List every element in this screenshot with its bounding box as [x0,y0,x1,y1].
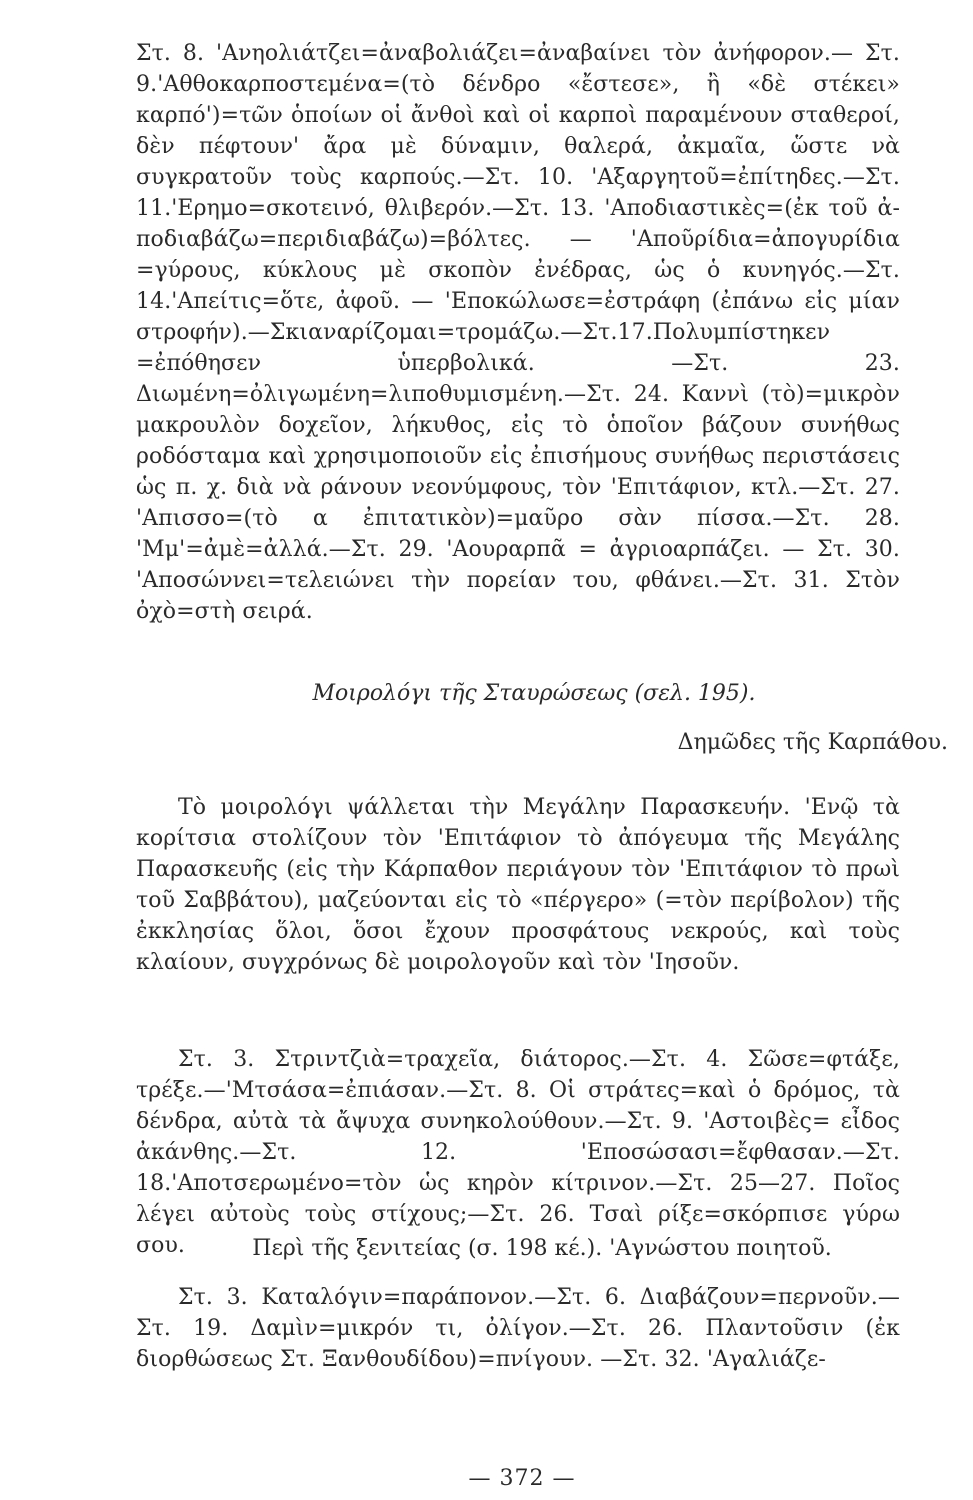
section-subheading: Δημῶδες τῆς Καρπάθου. [677,730,948,755]
section-heading: Περὶ τῆς ξενιτείας (σ. 198 κέ.). 'Αγνώστου ποιητοῦ. [252,1236,832,1261]
notes-block-3 [136,1282,900,1375]
section-heading: Μοιρολόγι τῆς Σταυρώσεως (σελ. 195). [312,681,756,706]
notes-paragraph: Στ. 8. 'Ανηολιάτζει=ἀναβολιάζει=ἀναβαίνει τὸν ἀνήφορον.— Στ. 9.'Αθθοκαρποστεμένα=(τὸ δένδρο «ἔστεσε», ἢ «δὲ στέκει» καρπό')=τῶν ὁποίων οἱ ἄνθοὶ καὶ οἱ καρποὶ παραμένουν σταθεροί, δὲν πέφτουν' ἄρα μὲ δύναμιν, θαλερά, ἀκμαῖα, ὥστε νὰ συγκρατοῦν τοὺς καρπούς.—Στ. 10. 'Αξαργητοῦ=ἐπίτηδες.—Στ. 11.'Ερημο=σκοτεινό, θλιβερόν.—Στ. 13. 'Αποδιαστικὲς=(ἐκ τοῦ ἀ-ποδιαβάζω=περιδιαβάζω)=βόλτες. — 'Αποῦρίδια=ἀπογυρίδια =γύρους, κύκλους μὲ σκοπὸν ἐνέδρας, ὡς ὁ κυνηγός.—Στ. 14.'Απείτις=ὅτε, ἀφοῦ. — 'Εποκώλωσε=ἐστράφη (ἐπάνω εἰς μίαν στροφήν).—Σκιαναρίζομαι=τρομάζω.—Στ.17.Πολυμπίστηκεν =ἐπόθησεν ὑπερβολικά. —Στ. 23. Διωμένη=ὀλιγωμένη=λιποθυμισμένη.—Στ. 24. Καννὶ (τὸ)=μικρὸν μακρουλὸν δοχεῖον, λήκυθος, εἰς τὸ ὁποῖον βάζουν συνήθως ροδόσταμα καὶ χρησιμοποιοῦν εἰς ἐπισήμους συνήθως περιστάσεις ὡς π. χ. διὰ νὰ ράνουν νεονύμφους, τὸν 'Επιτάφιον, κτλ.—Στ. 27. 'Απισσο=(τὸ α ἐπιτατικὸν)=μαῦρο σὰν πίσσα.—Στ. 28. 'Μμ'=ἀμὲ=ἀλλά.—Στ. 29. 'Αουραρπᾶ = ἀγριοαρπάζει. — Στ. 30. 'Αποσώννει=τελειώνει τὴν πορείαν του, φθάνει.—Στ. 31. Στὸν ὀχὸ=στὴ σειρά. [136,41,900,624]
page-number: — 372 — [468,1466,576,1491]
notes-block-1 [136,38,900,627]
notes-paragraph: Στ. 3. Καταλόγιν=παράπονον.—Στ. 6. Διαβάζουν=περνοῦν.—Στ. 19. Δαμὶν=μικρόν τι, ὀλίγον.—Στ. 26. Πλαντοῦσιν (ἐκ διορθώσεως Στ. Ξανθουδίδου)=πνίγουν. —Στ. 32. 'Αγαλιάζε- [136,1285,900,1372]
notes-block-2 [136,1044,900,1261]
intro-paragraph: Τὸ μοιρολόγι ψάλλεται τὴν Μεγάλην Παρασκευήν. 'Ενῷ τὰ κορίτσια στολίζουν τὸν 'Επιτάφιον τὸ ἀπόγευμα τῆς Μεγάλης Παρασκευῆς (εἰς τὴν Κάρπαθον περιάγουν τὸν 'Επιτάφιον τὸ πρωὶ τοῦ Σαββάτου), μαζεύονται εἰς τὸ «πέργερο» (=τὸν περίβολον) τῆς ἐκκλησίας ὅλοι, ὅσοι ἔχουν προσφάτους νεκρούς, καὶ τοὺς κλαίουν, συγχρόνως δὲ μοιρολογοῦν καὶ τὸν 'Ιησοῦν. [136,795,900,975]
notes-paragraph: Στ. 3. Στριντζιὰ=τραχεῖα, διάτορος.—Στ. 4. Σῶσε=φτάξε, τρέξε.—'Μτσάσα=ἐπιάσαν.—Στ. 8. Οἱ στράτες=καὶ ὁ δρόμος, τὰ δένδρα, αὐτὰ τὰ ἄψυχα συνηκολούθουν.—Στ. 9. 'Αστοιβὲς= εἶδος ἀκάνθης.—Στ. 12. 'Εποσώσασι=ἔφθασαν.—Στ. 18.'Αποτσερωμένο=τὸν ὡς κηρὸν κίτρινον.—Στ. 25—27. Ποῖος λέγει αὐτοὺς τοὺς στίχους;—Στ. 26. Τσαὶ ρίξε=σκόρπισε γύρω σου. [136,1047,900,1258]
intro-block [136,792,900,978]
